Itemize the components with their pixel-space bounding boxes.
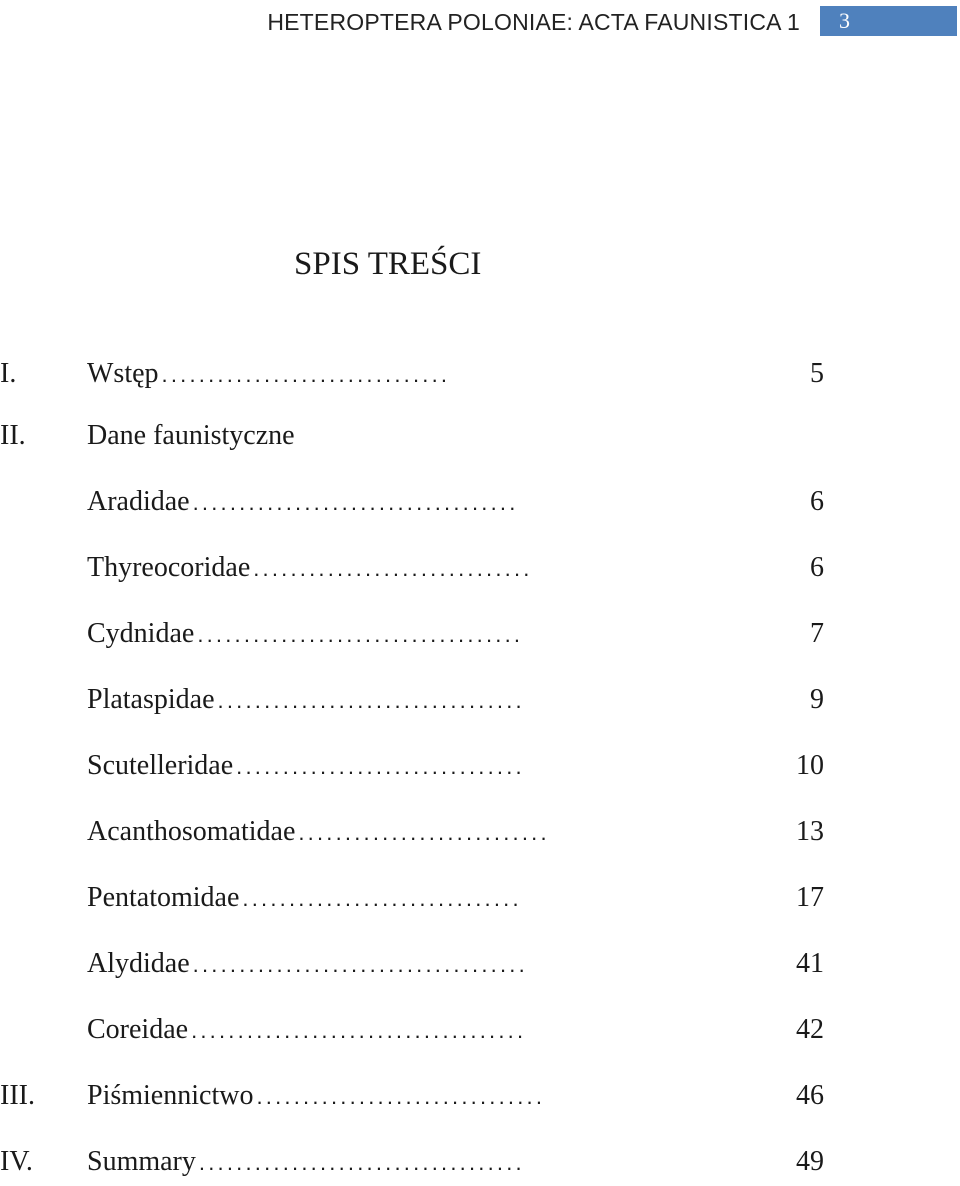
toc-entry-page: 13 — [796, 816, 824, 847]
toc-entry-label: Aradidae ................................... — [87, 486, 519, 517]
toc-leader-dots: .................................... — [191, 1018, 527, 1043]
toc-entry-page: 6 — [810, 552, 824, 583]
toc-leader-dots: ................................. — [217, 688, 525, 713]
toc-leader-dots: ................................... — [198, 1150, 525, 1175]
toc-entry-label: Dane faunistyczne — [87, 420, 295, 451]
toc-entry-cydnidae[interactable] — [0, 618, 960, 658]
running-title: HETEROPTERA POLONIAE: ACTA FAUNISTICA 1 — [267, 9, 800, 35]
toc-entry-label: Wstęp ............................... — [87, 358, 451, 389]
toc-entry-page: 10 — [796, 750, 824, 781]
toc-entry-page: 17 — [796, 882, 824, 913]
toc-entry-coreidae[interactable] — [0, 1014, 960, 1054]
running-header — [0, 6, 960, 36]
toc-entry-pentatomidae[interactable] — [0, 882, 960, 922]
toc-entry-page: 7 — [810, 618, 824, 649]
toc-leader-dots: ................................... — [192, 490, 519, 515]
toc-leader-dots: ........................... — [298, 820, 550, 845]
toc-entry-page: 5 — [810, 358, 824, 389]
toc-leader-dots: ............................... — [256, 1084, 546, 1109]
toc-entry-label: Cydnidae ................................... — [87, 618, 524, 649]
toc-entry-alydidae[interactable] — [0, 948, 960, 988]
toc-entry-page: 42 — [796, 1014, 824, 1045]
toc-entry-page: 46 — [796, 1080, 824, 1111]
toc-entry-number: II. — [0, 420, 26, 451]
toc-entry-aradidae[interactable] — [0, 486, 960, 526]
toc-entry-number: IV. — [0, 1146, 33, 1177]
toc-entry-label: Pentatomidae .............................. — [87, 882, 522, 913]
toc-entry-number: III. — [0, 1080, 35, 1111]
toc-leader-dots: .............................. — [242, 886, 522, 911]
toc-entry-acanthosomatidae[interactable] — [0, 816, 960, 856]
toc-entry-pismiennictwo[interactable] — [0, 1080, 960, 1120]
toc-entry-thyreocoridae[interactable] — [0, 552, 960, 592]
toc-entry-label: Coreidae .................................... — [87, 1014, 527, 1045]
toc-entry-summary[interactable] — [0, 1146, 960, 1186]
toc-entry-label: Plataspidae ................................. — [87, 684, 525, 715]
toc-title: SPIS TREŚCI — [294, 246, 482, 282]
toc-entry-label: Thyreocoridae .............................. — [87, 552, 533, 583]
toc-entry-scutelleridae[interactable] — [0, 750, 960, 790]
toc-entry-page: 41 — [796, 948, 824, 979]
toc-leader-dots: ............................... — [161, 362, 451, 387]
toc-entry-label: Scutelleridae ............................... — [87, 750, 525, 781]
page-number-box — [820, 6, 957, 36]
toc-leader-dots: ............................... — [236, 754, 525, 779]
toc-entry-label: Piśmiennictwo ............................... — [87, 1080, 546, 1111]
toc-leader-dots: .............................. — [253, 556, 533, 581]
page-number: 3 — [839, 8, 850, 33]
toc-entry-page: 6 — [810, 486, 824, 517]
toc-leader-dots: ................................... — [197, 622, 524, 647]
toc-leader-dots: .................................... — [192, 952, 528, 977]
toc-entry-number: I. — [0, 358, 17, 389]
toc-entry-dane-faunistyczne[interactable] — [0, 420, 960, 460]
toc-entry-plataspidae[interactable] — [0, 684, 960, 724]
toc-entry-label: Acanthosomatidae ........................... — [87, 816, 550, 847]
toc-entry-label: Summary ................................... — [87, 1146, 525, 1177]
toc-entry-page: 9 — [810, 684, 824, 715]
toc-entry-label: Alydidae .................................... — [87, 948, 528, 979]
toc-entry-page: 49 — [796, 1146, 824, 1177]
toc-entry-wstep[interactable] — [0, 358, 960, 398]
